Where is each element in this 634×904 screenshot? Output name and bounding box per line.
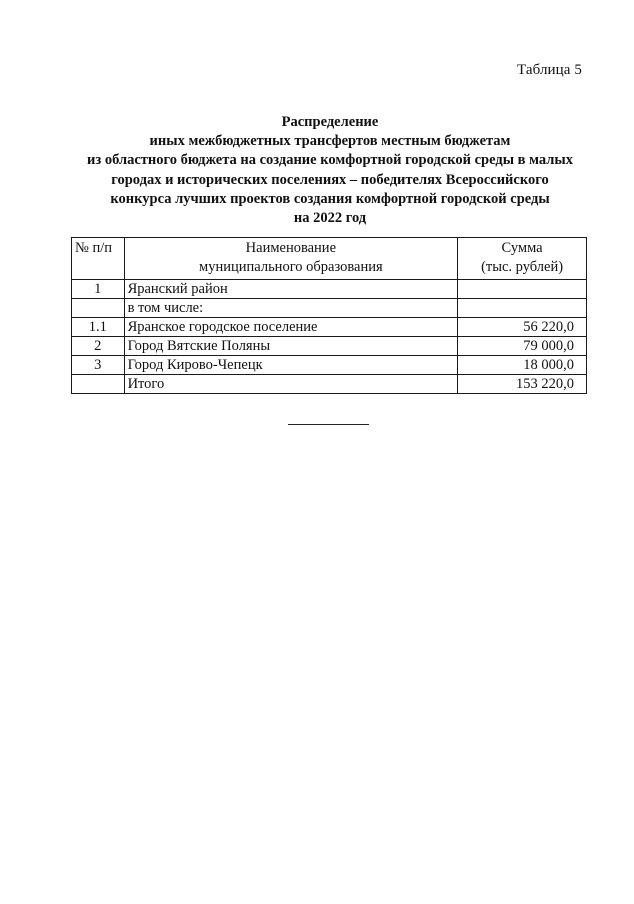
row-name: Яранский район <box>124 280 458 299</box>
row-name: Яранское городское поселение <box>124 318 458 337</box>
header-name-line: муниципального образования <box>199 259 383 275</box>
title-line: из областного бюджета на создание комфортной городской среды в малых <box>87 152 573 169</box>
table-number: Таблица 5 <box>516 62 582 78</box>
row-sum: 56 220,0 <box>458 318 587 337</box>
header-sum <box>458 238 587 280</box>
document-title <box>40 113 620 228</box>
table-row <box>72 318 587 337</box>
row-name: в том числе: <box>124 299 458 318</box>
row-number: 2 <box>72 337 125 356</box>
row-number <box>72 375 125 394</box>
allocation-table <box>71 237 587 394</box>
header-sum-line: (тыс. рублей) <box>481 259 564 275</box>
row-number <box>72 299 125 318</box>
row-name: Город Вятские Поляны <box>124 337 458 356</box>
title-line: городах и исторических поселениях – победителях Всероссийского <box>111 171 549 188</box>
row-name: Город Кирово-Чепецк <box>124 356 458 375</box>
row-sum: 153 220,0 <box>458 375 587 394</box>
table-row <box>72 280 587 299</box>
table-total-row <box>72 375 587 394</box>
table-row <box>72 356 587 375</box>
row-number: 1 <box>72 280 125 299</box>
row-sum <box>458 299 587 318</box>
header-name-line: Наименование <box>245 240 337 256</box>
title-line: конкурса лучших проектов создания комфортной городской среды <box>110 190 550 207</box>
row-name: Итого <box>124 375 458 394</box>
title-line: на 2022 год <box>293 210 367 227</box>
closing-rule <box>288 424 369 425</box>
row-sum <box>458 280 587 299</box>
header-number: № п/п <box>72 238 125 280</box>
table-row <box>72 299 587 318</box>
row-sum: 18 000,0 <box>458 356 587 375</box>
table-row <box>72 337 587 356</box>
title-line: иных межбюджетных трансфертов местным бюджетам <box>149 133 511 150</box>
table-header-row <box>72 238 587 280</box>
title-line: Распределение <box>281 114 379 130</box>
row-number: 3 <box>72 356 125 375</box>
row-number: 1.1 <box>72 318 125 337</box>
header-sum-line: Сумма <box>501 240 543 256</box>
row-sum: 79 000,0 <box>458 337 587 356</box>
header-name <box>124 238 458 280</box>
